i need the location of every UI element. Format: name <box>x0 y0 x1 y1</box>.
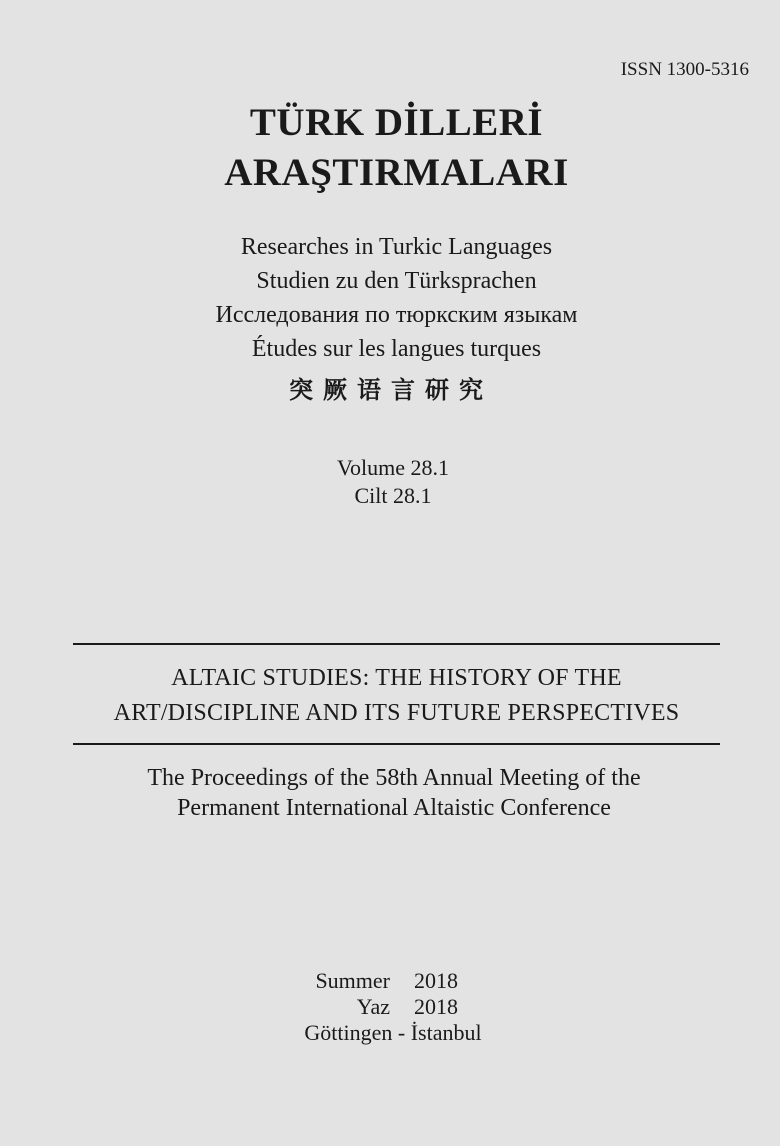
date-row-english <box>0 968 780 994</box>
season-label: Summer <box>315 968 390 993</box>
season-label: Yaz <box>356 994 390 1019</box>
year-value: 2018 <box>414 968 458 993</box>
proceedings-line-2: Permanent International Altaistic Conference <box>177 795 611 821</box>
publication-date <box>0 968 780 1020</box>
bottom-divider <box>73 743 720 745</box>
subtitle-russian: Исследования по тюркским языкам <box>215 302 578 328</box>
translated-titles <box>0 230 780 366</box>
volume-english: Volume 28.1 <box>336 455 450 480</box>
subtitle-chinese: 突厥语言研究 <box>289 376 493 404</box>
year-value: 2018 <box>414 994 458 1019</box>
subtitle-english: Researches in Turkic Languages <box>240 234 553 260</box>
publication-place: Göttingen - İstanbul <box>304 1020 482 1045</box>
date-row-turkish <box>0 994 780 1020</box>
proceedings-line-1: The Proceedings of the 58th Annual Meeting of the <box>147 765 641 791</box>
subtitle-french: Études sur les langues turques <box>251 336 542 362</box>
volume-turkish: Cilt 28.1 <box>354 483 432 508</box>
issue-theme-line-2: ART/DISCIPLINE AND ITS FUTURE PERSPECTIVES <box>113 700 680 726</box>
subtitle-german: Studien zu den Türksprachen <box>256 268 537 294</box>
volume-info <box>0 454 780 510</box>
journal-title-line-2: ARAŞTIRMALARI <box>224 151 569 194</box>
proceedings-info <box>0 763 780 823</box>
issn-number: ISSN 1300-5316 <box>620 59 749 80</box>
journal-title-line-1: TÜRK DİLLERİ <box>249 101 544 144</box>
top-divider <box>73 643 720 645</box>
issue-theme <box>0 661 780 731</box>
issue-theme-line-1: ALTAIC STUDIES: THE HISTORY OF THE <box>171 665 622 691</box>
journal-title <box>0 98 780 198</box>
